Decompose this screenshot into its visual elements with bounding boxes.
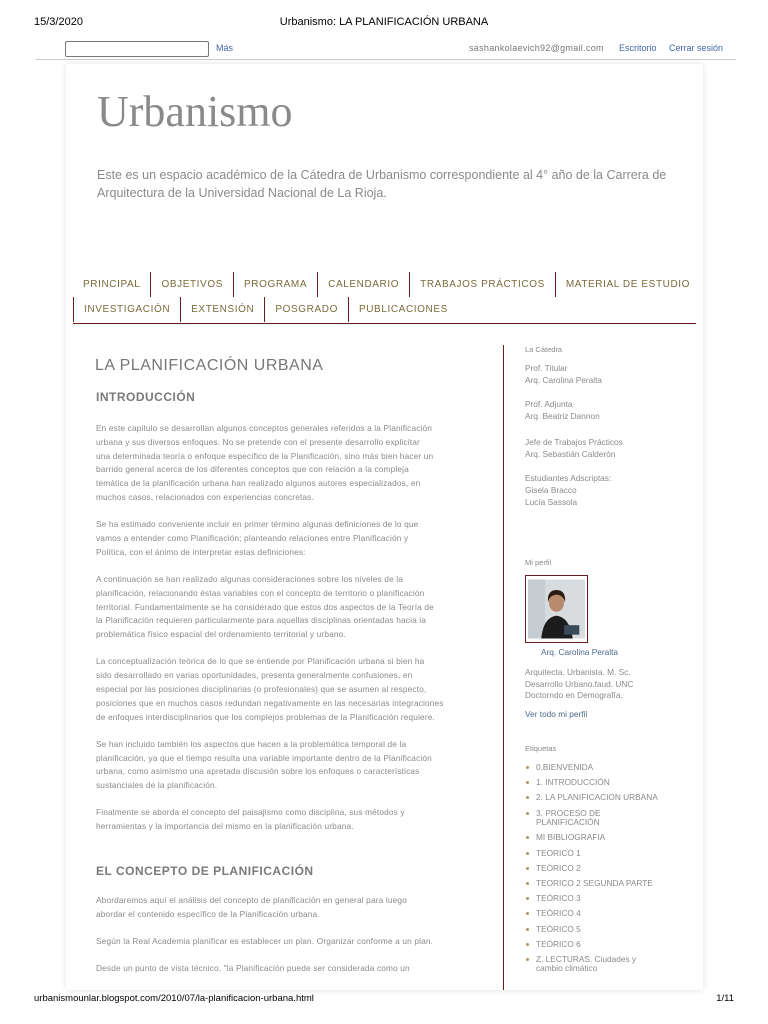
label-link[interactable]: TEÓRICO 6 xyxy=(525,940,685,950)
section-heading-concept: EL CONCEPTO DE PLANIFICACIÓN xyxy=(96,864,314,878)
bullet-icon xyxy=(526,766,529,769)
paragraph: A continuación se han realizado algunas consideraciones sobre los niveles de la planificación, relacionando éstas variables con el concepto de territorio o planificación territorial. Fundamentalmente se ha considerado que estos dos aspectos de la Teoría de la Planificación requieren particularmente para aquellas disciplinas orientadas hacia la problemática físico espacial del ordenamiento territorial y urbano. xyxy=(96,574,434,640)
tab-posgrado[interactable]: POSGRADO xyxy=(264,297,348,322)
profile-name-link[interactable]: Arq. Carolina Peralta xyxy=(541,647,619,657)
catedra-block: Prof. Titular Arq. Carolina Peralta xyxy=(525,363,603,385)
paragraph: La conceptualización teórica de lo que se entiende por Planificación urbana si bien ha sido desarrollado en varias oportunidades, presenta generalmente confusiones, en especial por las posiciones disciplinarias (o profesionales) que se asumen al respecto, posiciones que en muchos casos redundan negativamente en las necesarias integraciones de enfoques interdisciplinarios que los complejos problemas de la Planificación requiere. xyxy=(96,656,444,722)
profile-photo[interactable] xyxy=(525,575,588,643)
tab-programa[interactable]: PROGRAMA xyxy=(233,272,317,297)
tab-investigacion[interactable]: INVESTIGACIÓN xyxy=(73,297,180,322)
widget-title-profile: Mi perfil xyxy=(525,558,552,567)
bullet-icon xyxy=(526,812,529,815)
tab-calendario[interactable]: CALENDARIO xyxy=(317,272,409,297)
tab-objetivos[interactable]: OBJETIVOS xyxy=(150,272,233,297)
label-link[interactable]: TEÓRICO 5 xyxy=(525,925,685,935)
blog-description: Este es un espacio académico de la Cátedra de Urbanismo correspondiente al 4° año de la Carrera de Arquitectura de la Universidad Nacional de La Rioja. xyxy=(97,168,667,200)
label-link[interactable]: 3. PROCESO DE PLANIFICACIÓN xyxy=(525,809,685,828)
tab-trabajos-practicos[interactable]: TRABAJOS PRÁCTICOS xyxy=(409,272,555,297)
print-header xyxy=(0,16,768,32)
bullet-icon xyxy=(526,796,529,799)
user-email: sashankolaevich92@gmail.com xyxy=(469,43,604,53)
paragraph: Desde un punto de vista técnico, "la Planificación puede ser considerada como un xyxy=(96,963,410,974)
tabs-row-2 xyxy=(73,297,458,322)
bullet-icon xyxy=(526,943,529,946)
print-date: 15/3/2020 xyxy=(34,16,83,28)
more-link[interactable]: Más xyxy=(216,43,234,53)
tab-material-de-estudio[interactable]: MATERIAL DE ESTUDIO xyxy=(555,272,700,297)
bullet-icon xyxy=(526,852,529,855)
paragraph: Finalmente se aborda el concepto del paisajismo como disciplina, sus métodos y herramientas y la importancia del mismo en la planificación urbana. xyxy=(96,807,405,832)
section-heading-intro: INTRODUCCIÓN xyxy=(96,390,196,404)
widget-title-catedra: La Cátedra xyxy=(525,345,563,354)
profile-widget xyxy=(525,557,551,569)
label-link[interactable]: TEÓRICO 4 xyxy=(525,909,685,919)
view-profile-link[interactable]: Ver todo mi perfil xyxy=(525,709,588,719)
paragraph: Se ha estimado conveniente incluir en primer término algunas definiciones de lo que vamos a entender como Planificación; planteando relaciones entre Planificación y Política, con el ánimo de interpretar estas definiciones: xyxy=(96,519,419,557)
label-link[interactable]: TEORICO 2 SEGUNDA PARTE xyxy=(525,879,685,889)
bullet-icon xyxy=(526,958,529,961)
bullet-icon xyxy=(526,912,529,915)
bullet-icon xyxy=(526,781,529,784)
tab-principal[interactable]: PRINCIPAL xyxy=(83,279,141,290)
post-title: LA PLANIFICACIÓN URBANA xyxy=(95,357,324,374)
blogger-navbar xyxy=(36,40,736,60)
paragraph: En este capitulo se desarrollan algunos conceptos generales referidos a la Planificación urbana y sus diversos enfoques. No se pretende con el presente desarrollo explicitar una determinada teoría o enfoque específico de la Planificación, sino más bien hacer un barrido general acerca de los diferentes conceptos que con relación a la compleja temática de la planificación urbana han realizado algunos autores especializados, en muchos casos, relacionados con experiencias concretas. xyxy=(96,423,434,502)
label-link[interactable]: 0.BIENVENIDA xyxy=(525,763,685,773)
tab-publicaciones[interactable]: PUBLICACIONES xyxy=(348,297,458,322)
widget-title-labels: Etiquetas xyxy=(525,744,557,753)
label-link[interactable]: MI BIBLIOGRAFIA xyxy=(525,833,685,843)
bullet-icon xyxy=(526,867,529,870)
catedra-widget xyxy=(525,344,562,356)
catedra-block: Estudiantes Adscriptas: Gisela Bracco Lucía Sassola xyxy=(525,473,612,507)
bullet-icon xyxy=(526,928,529,931)
desktop-link[interactable]: Escritorio xyxy=(619,43,657,53)
label-link[interactable]: TEORICO 1 xyxy=(525,849,685,859)
paragraph: Abordaremos aquí el análisis del concepto de planificación en general para luego abordar el contenido específico de la Planificación urbana. xyxy=(96,895,407,919)
tabs-row-1 xyxy=(73,272,700,297)
print-title: Urbanismo: LA PLANIFICACIÓN URBANA xyxy=(279,16,489,28)
bullet-icon xyxy=(526,836,529,839)
label-link[interactable]: TEÓRICO 2 xyxy=(525,864,685,874)
print-page-number: 1/11 xyxy=(716,993,734,1004)
blog-title[interactable]: Urbanismo xyxy=(97,87,293,136)
paragraph: Según la Real Academia planificar es establecer un plan. Organizar conforme a un plan. xyxy=(96,936,434,946)
search-input[interactable] xyxy=(65,41,209,57)
catedra-block: Prof. Adjunta Arq. Beatriz Dannon xyxy=(525,399,600,421)
label-link[interactable]: 1. INTRODUCCIÓN xyxy=(525,778,685,788)
sidebar-divider xyxy=(503,345,504,990)
bullet-icon xyxy=(526,882,529,885)
paragraph: Se han incluido también los aspectos que hacen a la problemática temporal de la planificación, ya que el tiempo resulta una variable importante dentro de la Planificación urbana, como asimismo una apretada discusión sobre los enfoques o características sustanciales de la planificación. xyxy=(96,738,432,791)
label-link[interactable]: 2. LA PLANIFICACION URBANA xyxy=(525,793,685,803)
bullet-icon xyxy=(526,897,529,900)
profile-photo-image xyxy=(528,578,585,640)
profile-text: Arquitecta. Urbanista. M. Sc. Desarrollo Urbano.faud. UNC Doctorndo en Demografía. xyxy=(525,667,634,700)
labels-widget xyxy=(525,743,556,755)
pages-tabs xyxy=(73,272,696,324)
label-link[interactable]: Z. LECTURAS. Ciudades y cambio climático xyxy=(525,955,685,974)
tab-extension[interactable]: EXTENSIÓN xyxy=(180,297,264,322)
label-link[interactable]: TEÓRICO 3 xyxy=(525,894,685,904)
logout-link[interactable]: Cerrar sesión xyxy=(669,43,724,53)
print-footer xyxy=(0,993,768,1007)
print-url: urbanismounlar.blogspot.com/2010/07/la-planificacion-urbana.html xyxy=(34,993,314,1004)
catedra-block: Jefe de Trabajos Prácticos Arq. Sebastián Calderón xyxy=(525,437,623,459)
